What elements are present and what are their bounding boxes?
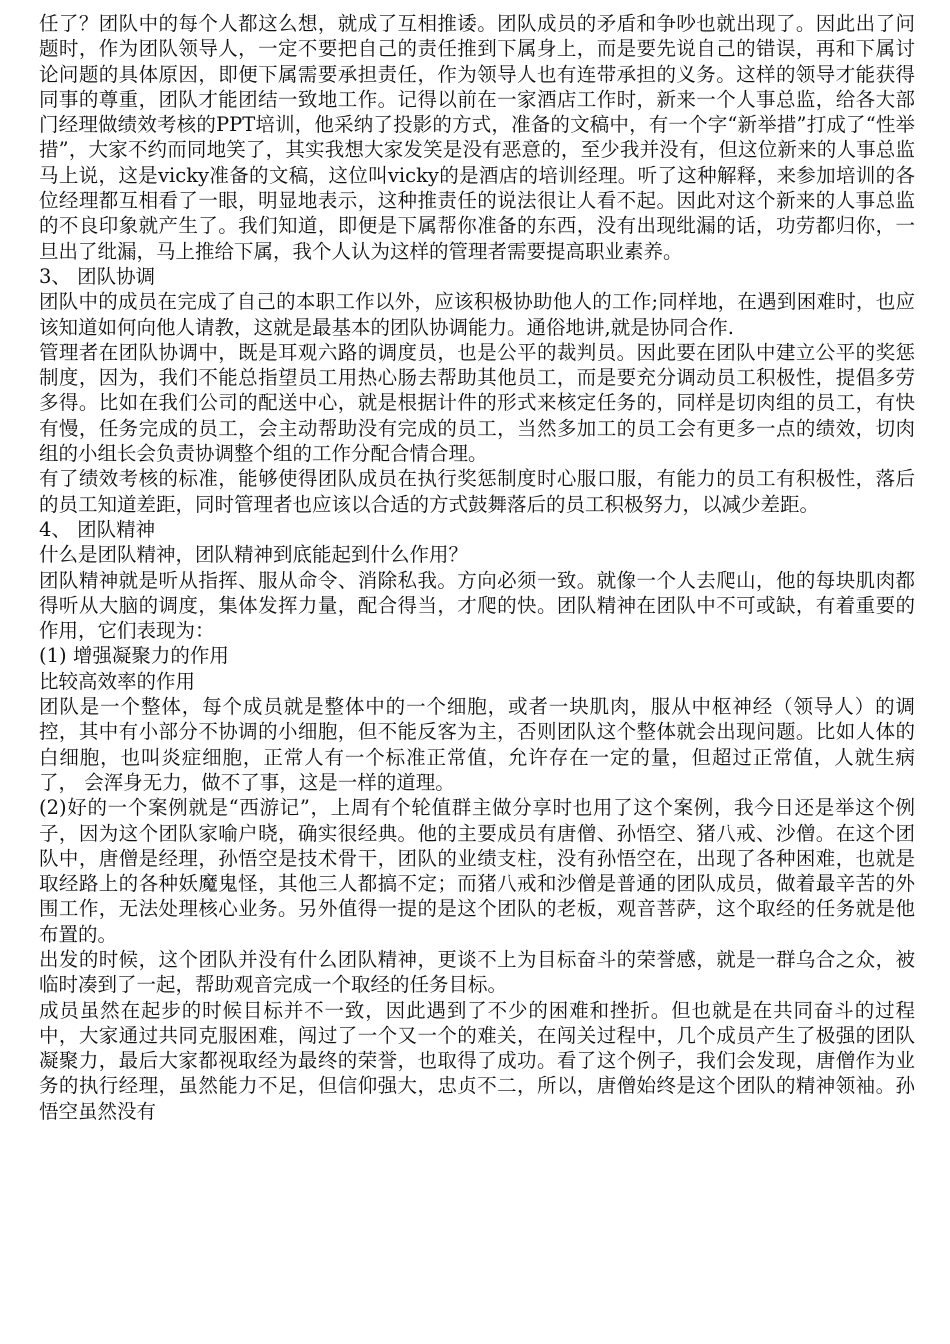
paragraph-spirit-definition: 团队精神就是听从指挥、服从命令、消除私我。方向必须一致。就像一个人去爬山，他的每块肌肉都得听从大脑的调度，集体发挥力量，配合得当，才爬的快。团队精神在团队中不可或缺，有着重要的作用，它们表现为： — [39, 568, 915, 643]
paragraph-coordination-definition: 团队中的成员在完成了自己的本职工作以外，应该积极协助他人的工作;同样地，在遇到困难时，也应该知道如何向他人请教，这就是最基本的团队协调能力。通俗地讲,就是协同合作. — [39, 290, 915, 339]
paragraph-departure: 出发的时候，这个团队并没有什么团队精神，更谈不上为目标奋斗的荣誉感，就是一群乌合之众，被临时凑到了一起，帮助观音完成一个取经的任务目标。 — [39, 947, 915, 997]
list-item-cohesion: (1) 增强凝聚力的作用 — [39, 644, 229, 668]
section-heading-team-spirit: 4、 团队精神 — [39, 517, 156, 541]
paragraph-body-analogy: 团队是一个整体，每个成员就是整体中的一个细胞，或者一块肌肉，服从中枢神经（领导人）的调控，其中有小部分不协调的小细胞，但不能反客为主，否则团队这个整体就会出现问题。比如人体的白细胞，也叫炎症细胞，正常人有一个标准正常值，允许存在一定的量，但超过正常值，人就生病了， 会浑身无力，做不了事，这是一样的道理。 — [39, 695, 915, 794]
paragraph-question: 什么是团队精神，团队精神到底能起到什么作用？ — [39, 543, 469, 567]
paragraph-members-goal: 成员虽然在起步的时候目标并不一致，因此遇到了不少的困难和挫折。但也就是在共同奋斗的过程中，大家通过共同克服困难，闯过了一个又一个的难关，在闯关过程中，几个成员产生了极强的团队凝聚力，最后大家都视取经为最终的荣誉，也取得了成功。看了这个例子，我们会发现，唐僧作为业务的执行经理，虽然能力不足，但信仰强大，忠贞不二，所以，唐僧始终是这个团队的精神领袖。孙悟空虽然没有 — [39, 998, 915, 1123]
section-heading-team-coordination: 3、 团队协调 — [39, 264, 156, 288]
paragraph-journey-west-case: (2)好的一个案例就是“西游记”，上周有个轮值群主做分享时也用了这个案例，我今日还是举这个例子，因为这个团队家喻户晓，确实很经典。他的主要成员有唐僧、孙悟空、猪八戒、沙僧。在这个团队中，唐僧是经理，孙悟空是技术骨干，团队的业绩支柱，没有孙悟空在，出现了各种困难，也就是取经路上的各种妖魔鬼怪，其他三人都搞不定；而猪八戒和沙僧是普通的团队成员，做着最辛苦的外围工作，无法处理核心业务。另外值得一提的是这个团队的老板，观音菩萨，这个取经的任务就是他布置的。 — [39, 796, 915, 946]
paragraph-manager-role: 管理者在团队协调中，既是耳观六路的调度员，也是公平的裁判员。因此要在团队中建立公平的奖惩制度，因为，我们不能总指望员工用热心肠去帮助其他员工，而是要充分调动员工积极性，提倡多劳多得。比如在我们公司的配送中心，就是根据计件的形式来核定任务的，同样是切肉组的员工，有快有慢，任务完成的员工，会主动帮助没有完成的员工，当然多加工的员工会有更多一点的绩效，切肉组的小组长会负责协调整个组的工作分配合情合理。 — [39, 340, 915, 466]
paragraph-performance-standard: 有了绩效考核的标准，能够使得团队成员在执行奖惩制度时心服口服，有能力的员工有积极性，落后的员工知道差距，同时管理者也应该以合适的方式鼓舞落后的员工积极努力，以减少差距。 — [39, 467, 915, 516]
list-item-efficiency: 比较高效率的作用 — [39, 669, 196, 693]
paragraph-responsibility: 任了？团队中的每个人都这么想，就成了互相推诿。团队成员的矛盾和争吵也就出现了。因此出了问题时，作为团队领导人，一定不要把自己的责任推到下属身上，而是要先说自己的错误，再和下属讨论问题的具体原因，即便下属需要承担责任，作为领导人也有连带承担的义务。这样的领导才能获得同事的尊重，团队才能团结一致地工作。记得以前在一家酒店工作时，新来一个人事总监，给各大部门经理做绩效考核的PPT培训，他采纳了投影的方式，准备的文稿中，有一个字“新举措”打成了“性举措”，大家不约而同地笑了，其实我想大家发笑是没有恶意的，至少我并没有，但这位新来的人事总监马上说，这是vicky准备的文稿，这位叫vicky的是酒店的培训经理。听了这种解释，来参加培训的各位经理都互相看了一眼，明显地表示，这种推责任的说法很让人看不起。因此对这个新来的人事总监的不良印象就产生了。我们知道，即便是下属帮你准备的东西，没有出现纰漏的话，功劳都归你，一旦出了纰漏，马上推给下属，我个人认为这样的管理者需要提高职业素养。 — [39, 12, 915, 263]
